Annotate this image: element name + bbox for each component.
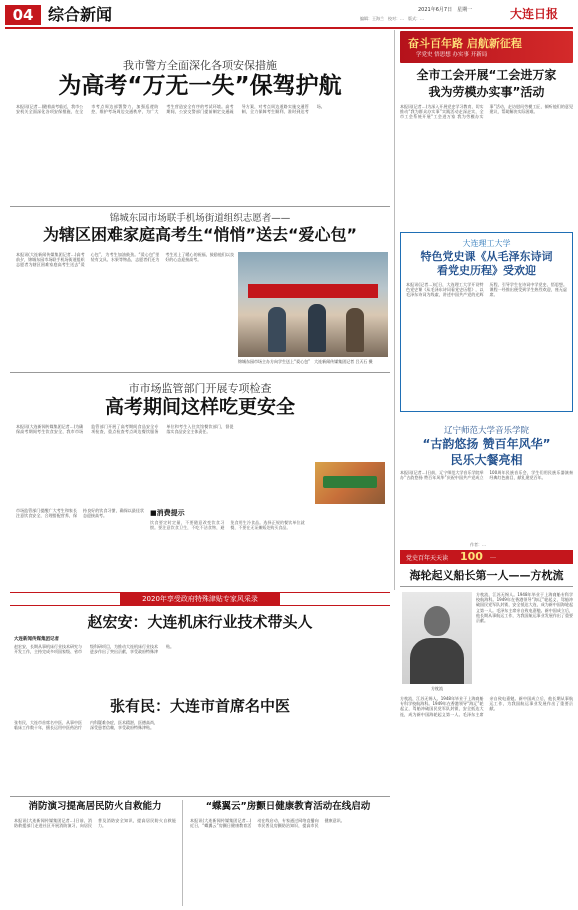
section-bar-text: 2020年享受政府特殊津贴专家风采录 — [120, 592, 280, 606]
expert2-body: 张有民，大连市首席名中医，从事中医临床工作数十年，擅长运用中医药治疗内科疑难杂症，医术精湛，医德高尚，深受患者信赖，享受政府特殊津贴。 — [14, 720, 158, 731]
box-headline-1: 特色党史课《从毛泽东诗词 — [420, 250, 553, 263]
feature-body: 本报讯(记者…)为深入开展党史学习教育，切实推动“我为群众办实事”实践活动走深走实，全市工会系统开展“工会进万家 我为劳模办实事”活动，走访慰问劳模工匠，倾听他们的意见建议，帮助解决实际困难。 — [400, 104, 573, 120]
music-kicker: 辽宁师范大学音乐学院 — [443, 426, 529, 436]
side-banner-label: 党史百年天天读 — [406, 555, 449, 562]
article2-kicker: 锦城东园市场联手机场街道组织志愿者—— — [109, 213, 291, 224]
tip-title: ■消费提示 — [150, 509, 185, 517]
article2-photo-caption: 锦城东园市场主办方向学生送上“爱心包” 大连新闻传媒集团记者 吕天石 摄 — [238, 359, 373, 364]
profile-caption: 方枕流 — [431, 686, 443, 691]
profile-portrait — [402, 592, 472, 684]
photo-label — [323, 476, 377, 488]
banner-title: 奋斗百年路 启航新征程 — [408, 37, 522, 50]
bottom1-headline: 消防演习提高居民防火自救能力 — [28, 801, 162, 812]
expert1-dept: 大连新闻传媒集团记者 — [14, 637, 59, 642]
divider — [10, 796, 390, 797]
side-banner-extra: … — [490, 553, 496, 560]
date-line: 2021年6月7日 星期一 — [418, 7, 473, 13]
profile-body: 方枕流，江苏无锡人。1948年毕业于上海商船专科学校航海科。1949年在香港领导“海辽”轮起义，驾船冲破国民党军队封锁，安全抵达大连，成为新中国海轮起义第一人。毛泽东主席亲自致电嘉勉。新中国成立后，他长期从事航运工作，为我国航运事业发展作出了重要贡献。 — [400, 696, 573, 717]
article3-body-cont: 市场监管部门提醒广大考生和家长注意饮食安全，合理搭配营养，保持良好的饮食习惯，确保以最佳状态迎接高考。 — [16, 508, 144, 519]
profile-body-side: 方枕流，江苏无锡人。1948年毕业于上海商船专科学校航海科。1949年在香港领导“海辽”轮起义，驾船冲破国民党军队封锁，安全抵达大连，成为新中国海轮起义第一人。毛泽东主席亲自致电嘉勉。新中国成立后，他长期从事航运工作，为我国航运事业发展作出了重要贡献。 — [476, 592, 573, 624]
article3-kicker: 市市场监管部门开展专项检查 — [128, 382, 272, 395]
article3-photo — [315, 462, 385, 504]
profile-headline: 海轮起义船长第一人——方枕流 — [409, 569, 564, 582]
banner-subtitle: 学党史 悟思想 办实事 开新局 — [416, 52, 488, 58]
music-headline-1: “古韵悠扬 赞百年风华” — [422, 437, 551, 451]
article1-headline: 为高考“万无一失”保驾护航 — [58, 73, 342, 99]
box-kicker: 大连理工大学 — [462, 239, 511, 248]
photo-figure — [308, 304, 326, 352]
divider — [10, 372, 390, 373]
section-bar — [10, 592, 390, 606]
expert1-body: 赵宏安，长期从事机床行业技术研究与开发工作，主持完成多项国家级、省市级科研项目，为推动大连机床行业技术进步作出了突出贡献，享受政府特殊津贴。 — [14, 644, 174, 655]
bottom2-headline: “蝶翼云”房颤日健康教育活动在线启动 — [205, 801, 371, 812]
box-headline-2: 看党史历程》受欢迎 — [437, 264, 536, 277]
box-body: 本报讯(记者…)近日，大连理工大学开设特色党史课《从毛泽东诗词看党史历程》，以毛泽东诗词为线索，讲述中国共产党的光辉历程，引导学生在诗词中学党史、悟思想。课程一经推出便受到学生热烈欢迎，座无虚席。 — [406, 282, 567, 298]
side-banner-number: 100 — [460, 550, 483, 563]
article2-photo — [238, 252, 388, 357]
editor-line: 编辑：王海兰 校对：… 版式：… — [360, 16, 424, 21]
bottom1-body: 本报讯(大连新闻传媒集团记者…)日前，消防救援部门走进社区开展消防演习，向居民普及消防安全知识，提高居民防火自救能力。 — [14, 818, 176, 829]
article1-body: 本报讯(记者…)随着高考临近，我市公安机关全面深化各项安保措施，在全市考点周边部署警力，加强巡逻防控，维护考场周边交通秩序，为广大考生营造安全有序的考试环境。高考期间，公安交警部门提前制定交通疏导方案，对考点周边道路实施交通管制，全力保障考生顺利、准时到达考场。 — [16, 104, 325, 115]
photo-figure — [268, 307, 286, 352]
divider — [400, 586, 573, 587]
section-title: 综合新闻 — [48, 5, 113, 24]
expert1-headline: 赵宏安：大连机床行业技术带头人 — [87, 613, 313, 631]
article3-headline: 高考期间这样吃更安全 — [104, 396, 295, 418]
banner — [400, 31, 573, 63]
feature-kicker: 全市工会开展“工会进万家 — [416, 68, 557, 82]
feature-headline: 我为劳模办实事”活动 — [428, 85, 545, 99]
article2-headline: 为辖区困难家庭高考生“悄悄”送去“爱心包” — [42, 225, 358, 244]
music-author: 作者：… — [470, 542, 486, 547]
expert2-headline: 张有民：大连市首席名中医 — [109, 697, 290, 715]
article3-body: 本报讯(大连新闻传媒集团记者…)为确保高考期间考生饮食安全，我市市场监管部门开展了高考期间食品安全专项检查，重点检查考点周边餐饮服务单位和考生入住宾馆餐饮部门，督促落实食品安全主体责任。 — [16, 424, 234, 435]
side-banner — [400, 550, 573, 564]
article2-body: 本报讯(大连新闻传媒集团记者…)高考前夕，锦城东园市场联手机场街道组织志愿者为辖区困难家庭高考生送去“爱心包”，为考生加油鼓劲。“爱心包”里装有文具、水果等物品，志愿者们还为考生送上了暖心的祝福，鼓励他们以良好的心态迎接高考。 — [16, 252, 234, 268]
divider — [10, 206, 390, 207]
portrait-head — [424, 606, 450, 636]
article1-kicker: 我市警方全面深化各项安保措施 — [123, 59, 277, 72]
column-rule — [182, 800, 183, 906]
music-headline-2: 民乐大餐亮相 — [450, 453, 523, 467]
masthead-logo: 大连日报 — [510, 7, 559, 21]
column-rule — [394, 30, 395, 590]
bottom2-body: 本报讯(大连新闻传媒集团记者…)近日，“蝶翼云”房颤日健康教育活动在线启动，专家通过网络直播向市民普及房颤防治知识，提高市民健康意识。 — [190, 818, 345, 829]
page-number: 04 — [5, 5, 41, 25]
photo-figure — [346, 308, 364, 352]
portrait-body — [410, 638, 464, 684]
music-body: 本报讯(记者…)日前，辽宁师范大学音乐学院举办“古韵悠扬 赞百年风华”庆祝中国共产党成立100周年民族音乐会，学生们用民族乐器演奏经典红色曲目，献礼建党百年。 — [400, 470, 573, 481]
photo-banner — [248, 284, 378, 298]
header-rule — [5, 27, 573, 29]
tip-body: 饮食要定时定量，不要随意改变饮食习惯。要注意饮食卫生，不吃不洁食物，避免食用生冷食品。选择正规的餐饮单位就餐，不要在无证摊贩处购买食品。 — [150, 520, 305, 531]
